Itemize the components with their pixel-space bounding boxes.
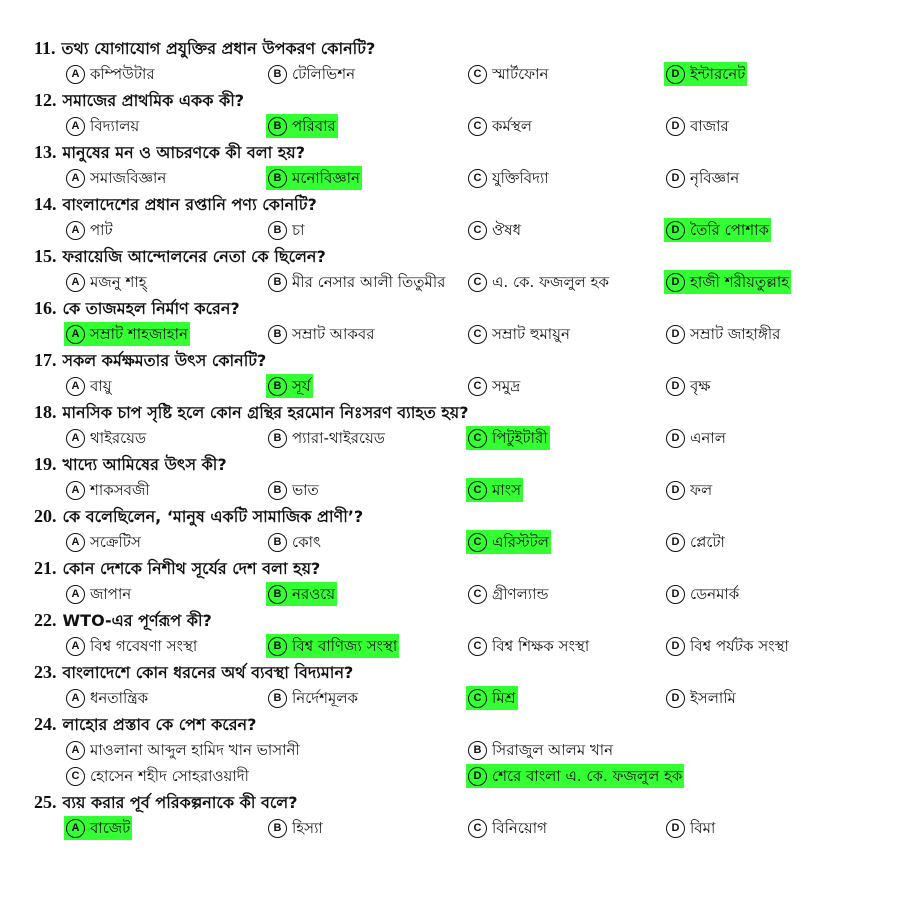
option-letter-circle-icon: A: [66, 117, 85, 136]
option-c[interactable]: [466, 218, 523, 242]
option-text: প্লেটো: [690, 533, 725, 551]
option-text: সম্রাট হুমায়ুন: [492, 325, 570, 343]
option-text: পিটুইটারী: [492, 429, 548, 447]
option-b[interactable]: [266, 478, 321, 502]
option-text: চা: [292, 221, 305, 239]
option-letter-circle-icon: B: [268, 325, 287, 344]
question-title: [34, 556, 320, 580]
option-letter-circle-icon: B: [268, 481, 287, 500]
option-text: ঔষধ: [492, 221, 521, 239]
question-text: সকল কর্মক্ষমতার উৎস কোনটি?: [62, 351, 267, 370]
question-number: 21.: [34, 558, 57, 578]
option-text: বিশ্ব পর্যটক সংস্থা: [690, 637, 789, 655]
option-letter-circle-icon: B: [268, 533, 287, 552]
option-d-correct[interactable]: [466, 764, 684, 788]
option-text: সক্রেটিস: [90, 533, 141, 551]
question-text: ফরায়েজি আন্দোলনের নেতা কে ছিলেন?: [62, 247, 326, 266]
option-text: গ্রীণল্যান্ড: [492, 585, 549, 603]
option-text: কম্পিউটার: [90, 65, 155, 83]
option-text: বিদ্যালয়: [90, 117, 140, 135]
question-block: [0, 138, 900, 190]
option-letter-circle-icon: C: [468, 325, 487, 344]
option-letter-circle-icon: C: [66, 767, 85, 786]
option-text: সম্রাট শাহজাহান: [90, 325, 188, 343]
option-text: কোৎ: [292, 533, 321, 551]
question-text: বাংলাদেশের প্রধান রপ্তানি পণ্য কোনটি?: [62, 195, 317, 214]
option-text: হোসেন শহীদ সোহরাওয়াদী: [90, 767, 249, 785]
option-letter-circle-icon: D: [666, 481, 685, 500]
option-d[interactable]: [664, 530, 727, 554]
option-text: সমুদ্র: [492, 377, 521, 395]
option-a-correct[interactable]: [64, 816, 132, 840]
option-d[interactable]: [664, 114, 731, 138]
option-a[interactable]: [64, 218, 115, 242]
option-text: ফল: [690, 481, 713, 499]
option-letter-circle-icon: B: [268, 117, 287, 136]
option-letter-circle-icon: B: [268, 273, 287, 292]
option-c[interactable]: [466, 582, 550, 606]
option-text: কর্মস্থল: [492, 117, 532, 135]
option-letter-circle-icon: A: [66, 429, 85, 448]
option-letter-circle-icon: D: [666, 819, 685, 838]
question-title: [34, 140, 305, 164]
option-letter-circle-icon: D: [666, 689, 685, 708]
option-b[interactable]: [266, 816, 325, 840]
option-letter-circle-icon: B: [268, 637, 287, 656]
option-letter-circle-icon: D: [666, 637, 685, 656]
option-letter-circle-icon: A: [66, 585, 85, 604]
option-text: মিশ্র: [492, 689, 516, 707]
option-b[interactable]: [266, 322, 376, 346]
question-block: [0, 450, 900, 502]
option-text: ইসলামি: [690, 689, 736, 707]
question-number: 18.: [34, 402, 57, 422]
option-text: এনাল: [690, 429, 726, 447]
option-b[interactable]: [266, 62, 357, 86]
option-letter-circle-icon: B: [268, 169, 287, 188]
option-letter-circle-icon: A: [66, 741, 85, 760]
question-text: সমাজের প্রাথমিক একক কী?: [62, 91, 245, 110]
option-a[interactable]: [64, 738, 302, 762]
option-letter-circle-icon: C: [468, 377, 487, 396]
option-letter-circle-icon: B: [268, 65, 287, 84]
option-text: ইন্টারনেট: [690, 65, 746, 83]
question-text: মানসিক চাপ সৃষ্টি হলে কোন গ্রন্থির হরমোন নিঃসরণ ব্যাহত হয়?: [62, 403, 469, 422]
option-text: নৃবিজ্ঞান: [690, 169, 740, 187]
question-title: [34, 36, 375, 60]
question-title: [34, 504, 363, 528]
question-number: 11.: [34, 38, 56, 58]
option-text: শেরে বাংলা এ. কে. ফজলুল হক: [492, 767, 683, 785]
option-letter-circle-icon: C: [468, 429, 487, 448]
question-title: [34, 88, 244, 112]
option-letter-circle-icon: B: [268, 221, 287, 240]
option-b-correct[interactable]: [266, 374, 313, 398]
option-a[interactable]: [64, 166, 168, 190]
option-a[interactable]: [64, 582, 133, 606]
question-text: তথ্য যোগাযোগ প্রযুক্তির প্রধান উপকরণ কোনটি?: [61, 39, 376, 58]
option-b-correct[interactable]: [266, 582, 337, 606]
option-a[interactable]: [64, 478, 152, 502]
option-letter-circle-icon: A: [66, 325, 85, 344]
question-title: [34, 712, 256, 736]
option-letter-circle-icon: B: [268, 429, 287, 448]
option-letter-circle-icon: A: [66, 819, 85, 838]
option-letter-circle-icon: D: [666, 533, 685, 552]
option-a[interactable]: [64, 426, 148, 450]
question-title: [34, 660, 353, 684]
question-title: [34, 608, 212, 632]
question-number: 23.: [34, 662, 57, 682]
option-text: নির্দেশমূলক: [292, 689, 359, 707]
option-letter-circle-icon: A: [66, 481, 85, 500]
option-text: মজনু শাহ্: [90, 273, 147, 291]
option-letter-circle-icon: A: [66, 637, 85, 656]
option-text: বৃক্ষ: [690, 377, 711, 395]
option-letter-circle-icon: A: [66, 65, 85, 84]
option-letter-circle-icon: B: [468, 741, 487, 760]
question-block: [0, 34, 900, 86]
option-letter-circle-icon: B: [268, 689, 287, 708]
option-c[interactable]: [466, 374, 522, 398]
question-number: 16.: [34, 298, 57, 318]
question-text: ব্যয় করার পূর্ব পরিকল্পনাকে কী বলে?: [62, 793, 298, 812]
option-a[interactable]: [64, 270, 149, 294]
option-text: মনোবিজ্ঞান: [292, 169, 360, 187]
option-text: সম্রাট আকবর: [292, 325, 375, 343]
option-c[interactable]: [64, 764, 251, 788]
option-text: সম্রাট জাহাঙ্গীর: [690, 325, 781, 343]
option-c-correct[interactable]: [466, 530, 551, 554]
option-text: বিশ্ব বাণিজ্য সংস্থা: [292, 637, 398, 655]
option-text: মাওলানা আব্দুল হামিদ খান ভাসানী: [90, 741, 300, 759]
option-letter-circle-icon: C: [468, 221, 487, 240]
option-a[interactable]: [64, 114, 141, 138]
option-letter-circle-icon: D: [666, 65, 685, 84]
question-text: WTO-এর পূর্ণরূপ কী?: [62, 611, 212, 630]
question-text: মানুষের মন ও আচরণকে কী বলা হয়?: [62, 143, 306, 162]
option-text: হাজী শরীয়তুল্লাহ: [690, 273, 790, 291]
option-a[interactable]: [64, 62, 157, 86]
option-b[interactable]: [266, 426, 387, 450]
question-block: [0, 788, 900, 840]
option-c[interactable]: [466, 270, 611, 294]
option-d[interactable]: [664, 478, 714, 502]
option-letter-circle-icon: C: [468, 689, 487, 708]
option-letter-circle-icon: C: [468, 533, 487, 552]
option-text: হিস্যা: [292, 819, 323, 837]
option-d-correct[interactable]: [664, 218, 771, 242]
question-number: 19.: [34, 454, 57, 474]
option-text: ধনতান্ত্রিক: [90, 689, 149, 707]
question-number: 12.: [34, 90, 57, 110]
question-title: [34, 790, 298, 814]
option-b-correct[interactable]: [266, 114, 338, 138]
option-letter-circle-icon: C: [468, 585, 487, 604]
question-block: [0, 710, 900, 785]
option-d-correct[interactable]: [664, 62, 747, 86]
option-d[interactable]: [664, 426, 728, 450]
option-letter-circle-icon: C: [468, 169, 487, 188]
option-text: বিশ্ব গবেষণা সংস্থা: [90, 637, 198, 655]
question-number: 17.: [34, 350, 57, 370]
option-letter-circle-icon: C: [468, 819, 487, 838]
option-c[interactable]: [466, 62, 550, 86]
option-text: মাংস: [492, 481, 522, 499]
question-text: লাহোর প্রস্তাব কে পেশ করেন?: [62, 715, 257, 734]
option-b[interactable]: [466, 738, 615, 762]
option-text: নরওয়ে: [292, 585, 336, 603]
option-a[interactable]: [64, 374, 114, 398]
question-number: 24.: [34, 714, 57, 734]
question-block: [0, 190, 900, 242]
option-text: শাকসবজী: [90, 481, 150, 499]
option-letter-circle-icon: A: [66, 377, 85, 396]
option-text: ভাত: [292, 481, 319, 499]
option-text: সূর্য: [292, 377, 311, 395]
question-title: [34, 452, 227, 476]
question-text: কে তাজমহল নির্মাণ করেন?: [62, 299, 240, 318]
option-b[interactable]: [266, 686, 360, 710]
option-b[interactable]: [266, 270, 447, 294]
question-title: [34, 192, 317, 216]
option-letter-circle-icon: B: [268, 819, 287, 838]
option-text: স্মার্টফোন: [492, 65, 549, 83]
question-text: খাদ্যে আমিষের উৎস কী?: [62, 455, 227, 474]
option-letter-circle-icon: B: [268, 585, 287, 604]
option-c[interactable]: [466, 114, 534, 138]
question-block: [0, 346, 900, 398]
question-block: [0, 658, 900, 710]
option-text: বায়ু: [90, 377, 112, 395]
option-d[interactable]: [664, 374, 713, 398]
option-letter-circle-icon: C: [468, 273, 487, 292]
option-d[interactable]: [664, 582, 741, 606]
option-letter-circle-icon: D: [666, 221, 685, 240]
question-block: [0, 86, 900, 138]
option-d-correct[interactable]: [664, 270, 791, 294]
question-title: [34, 296, 240, 320]
option-letter-circle-icon: D: [666, 377, 685, 396]
question-text: বাংলাদেশে কোন ধরনের অর্থ ব্যবস্থা বিদ্যমান?: [62, 663, 354, 682]
option-text: বাজার: [690, 117, 729, 135]
option-letter-circle-icon: B: [268, 377, 287, 396]
option-text: মীর নেসার আলী তিতুমীর: [292, 273, 446, 291]
option-c[interactable]: [466, 816, 549, 840]
option-letter-circle-icon: C: [468, 65, 487, 84]
option-c-correct[interactable]: [466, 686, 518, 710]
option-letter-circle-icon: A: [66, 689, 85, 708]
question-number: 22.: [34, 610, 57, 630]
option-c[interactable]: [466, 634, 591, 658]
option-letter-circle-icon: D: [666, 585, 685, 604]
question-text: কোন দেশকে নিশীথ সূর্যের দেশ বলা হয়?: [62, 559, 321, 578]
option-letter-circle-icon: A: [66, 221, 85, 240]
option-d[interactable]: [664, 322, 782, 346]
option-d[interactable]: [664, 166, 741, 190]
option-c-correct[interactable]: [466, 478, 523, 502]
option-b[interactable]: [266, 530, 323, 554]
option-text: এ. কে. ফজলুল হক: [492, 273, 609, 291]
option-letter-circle-icon: A: [66, 169, 85, 188]
option-text: পরিবার: [292, 117, 336, 135]
option-a[interactable]: [64, 686, 150, 710]
option-letter-circle-icon: C: [468, 117, 487, 136]
question-number: 25.: [34, 792, 57, 812]
option-a[interactable]: [64, 530, 143, 554]
option-text: টেলিভিশন: [292, 65, 356, 83]
question-block: [0, 294, 900, 346]
option-c[interactable]: [466, 322, 572, 346]
option-text: বিনিয়োগ: [492, 819, 547, 837]
option-letter-circle-icon: D: [666, 117, 685, 136]
option-letter-circle-icon: C: [468, 481, 487, 500]
option-text: যুক্তিবিদ্যা: [492, 169, 549, 187]
option-letter-circle-icon: D: [666, 169, 685, 188]
question-title: [34, 244, 326, 268]
option-c-correct[interactable]: [466, 426, 550, 450]
option-a-correct[interactable]: [64, 322, 190, 346]
question-block: [0, 606, 900, 658]
option-text: থাইরয়েড: [90, 429, 147, 447]
question-block: [0, 398, 900, 450]
option-text: বাজেট: [90, 819, 131, 837]
option-letter-circle-icon: D: [666, 429, 685, 448]
option-d[interactable]: [664, 634, 791, 658]
question-block: [0, 502, 900, 554]
question-number: 13.: [34, 142, 57, 162]
question-number: 20.: [34, 506, 57, 526]
question-block: [0, 242, 900, 294]
option-text: এরিস্টটল: [492, 533, 549, 551]
option-text: ডেনমার্ক: [690, 585, 740, 603]
option-letter-circle-icon: A: [66, 273, 85, 292]
option-letter-circle-icon: D: [468, 767, 487, 786]
option-text: সিরাজুল আলম খান: [492, 741, 614, 759]
option-text: তৈরি পোশাক: [690, 221, 769, 239]
option-a[interactable]: [64, 634, 199, 658]
question-title: [34, 348, 266, 372]
option-b-correct[interactable]: [266, 634, 399, 658]
option-text: বিশ্ব শিক্ষক সংস্থা: [492, 637, 590, 655]
option-d[interactable]: [664, 816, 717, 840]
question-number: 14.: [34, 194, 57, 214]
option-d[interactable]: [664, 686, 738, 710]
option-text: জাপান: [90, 585, 132, 603]
option-b[interactable]: [266, 218, 306, 242]
option-text: সমাজবিজ্ঞান: [90, 169, 167, 187]
option-letter-circle-icon: D: [666, 325, 685, 344]
question-text: কে বলেছিলেন, ‘মানুষ একটি সামাজিক প্রাণী’?: [62, 507, 364, 526]
question-title: [34, 400, 469, 424]
option-text: পাট: [90, 221, 113, 239]
option-text: প্যারা-থাইরয়েড: [292, 429, 385, 447]
option-text: বিমা: [690, 819, 716, 837]
question-block: [0, 554, 900, 606]
option-c[interactable]: [466, 166, 551, 190]
option-letter-circle-icon: D: [666, 273, 685, 292]
option-letter-circle-icon: A: [66, 533, 85, 552]
question-number: 15.: [34, 246, 57, 266]
option-letter-circle-icon: C: [468, 637, 487, 656]
option-b-correct[interactable]: [266, 166, 362, 190]
